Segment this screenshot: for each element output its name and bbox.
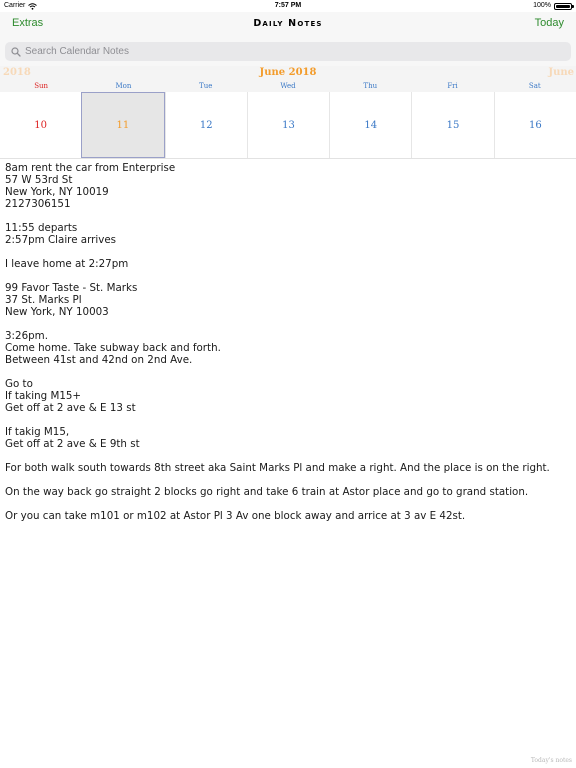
battery-group	[533, 0, 572, 12]
note-paragraph: I leave home at 2:27pm	[5, 258, 129, 270]
note-paragraph: 11:55 departs 2:57pm Claire arrives	[5, 222, 117, 246]
day-cell-mon-selected[interactable]: 11	[81, 92, 164, 158]
day-cell-sat[interactable]: 16	[494, 92, 576, 158]
note-paragraph: Go to If taking M15+ Get off at 2 ave & E 13 st	[5, 378, 136, 414]
calendar-month-header	[0, 66, 576, 81]
battery-fill	[556, 5, 570, 8]
status-time: 7:57 PM	[274, 2, 302, 9]
weekday-wed: Wed	[280, 82, 296, 90]
note-paragraph: For both walk south towards 8th street aka Saint Marks Pl and make a right. And the place is on the right.	[5, 462, 550, 474]
day-cell-fri[interactable]: 15	[411, 92, 493, 158]
battery-percent: 100%	[533, 2, 551, 9]
battery-icon	[554, 3, 572, 10]
note-paragraph: On the way back go straight 2 blocks go right and take 6 train at Astor place and go to grand station.	[5, 486, 529, 498]
page-title: Daily Notes	[253, 18, 323, 29]
carrier-label: Carrier	[4, 2, 26, 9]
note-paragraph: 99 Favor Taste - St. Marks 37 St. Marks Pl New York, NY 10003	[5, 282, 138, 318]
status-bar	[0, 0, 576, 12]
weekday-sat: Sat	[528, 82, 541, 90]
weekday-header	[0, 81, 576, 92]
day-cell-tue[interactable]: 12	[165, 92, 247, 158]
extras-button[interactable]: Extras	[12, 17, 44, 29]
next-month-label[interactable]: June	[548, 67, 574, 78]
navigation-bar	[0, 12, 576, 38]
search-icon	[11, 47, 21, 57]
note-paragraph: 3:26pm. Come home. Take subway back and forth. Between 41st and 42nd on 2nd Ave.	[5, 330, 221, 366]
day-cell-sun[interactable]: 10	[34, 119, 47, 131]
weekday-fri: Fri	[447, 82, 458, 90]
note-paragraph: 8am rent the car from Enterprise 57 W 53rd St New York, NY 10019 2127306151	[5, 162, 176, 210]
search-bar-container	[0, 38, 576, 66]
note-paragraph: If takig M15, Get off at 2 ave & E 9th st	[5, 426, 140, 450]
day-cell-thu[interactable]: 14	[329, 92, 411, 158]
notes-text-area[interactable]	[5, 162, 571, 534]
todays-notes-label: Today's notes	[530, 757, 572, 764]
today-button[interactable]: Today	[534, 17, 564, 29]
note-paragraph: Or you can take m101 or m102 at Astor Pl 3 Av one block away and arrice at 3 av E 42st.	[5, 510, 466, 522]
search-bar[interactable]	[5, 42, 571, 61]
previous-month-label[interactable]: 2018	[3, 67, 31, 78]
weekday-thu: Thu	[363, 82, 378, 90]
week-days-row	[0, 92, 576, 159]
weekday-tue: Tue	[199, 82, 213, 90]
current-month-label: June 2018	[259, 67, 317, 78]
weekday-sun: Sun	[34, 82, 49, 90]
weekday-mon: Mon	[115, 82, 132, 90]
day-cell-wed[interactable]: 13	[247, 92, 329, 158]
search-input[interactable]	[25, 46, 545, 57]
